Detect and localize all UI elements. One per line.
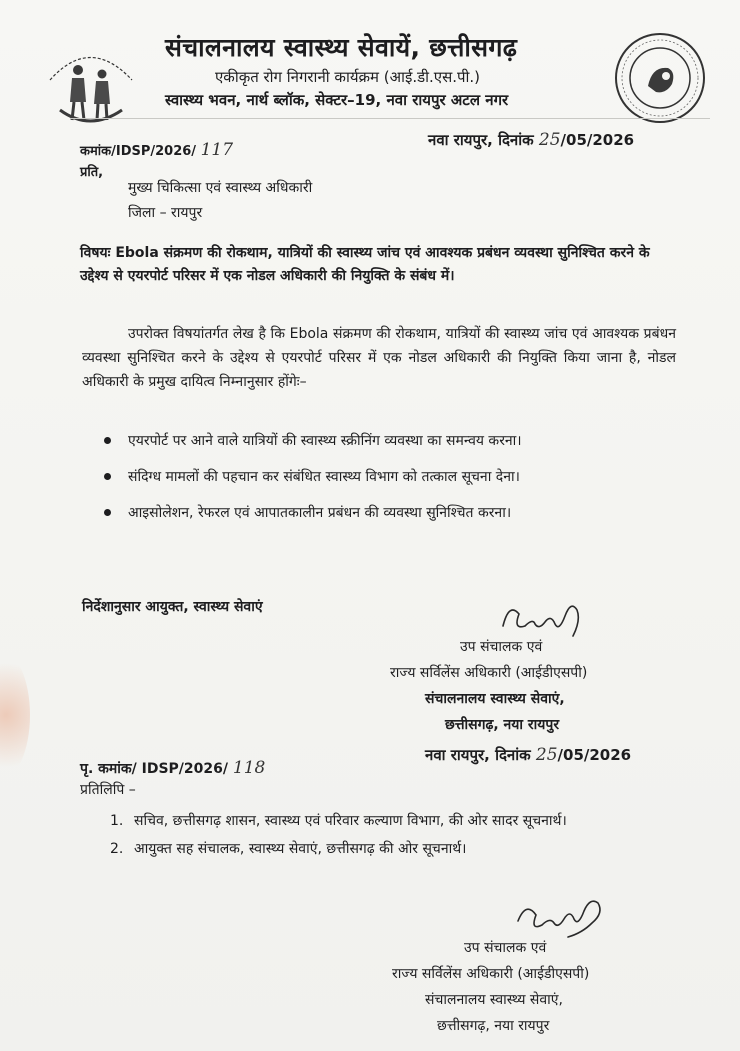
endorsement-reference: [80, 758, 265, 778]
signatory-office: संचालनालय स्वास्थ्य सेवाएं,: [425, 992, 563, 1008]
bullet-icon: [104, 437, 111, 444]
paper-stain: [0, 650, 30, 780]
recipient-district: जिला – रायपुर: [128, 205, 203, 221]
signature-icon: [508, 893, 608, 941]
direction-line: निर्देशानुसार आयुक्त, स्वास्थ्य सेवाएं: [82, 599, 263, 615]
reference-number: [80, 140, 233, 160]
copy-to-list: [110, 808, 680, 864]
reference-handwritten-number: 118: [232, 758, 266, 778]
subject-text: Ebola संक्रमण की रोकथाम, यात्रियों की स्वास्थ्य जांच एवं आवश्यक प्रबंधन व्यवस्था सुनिश्चित करने के उद्देश्य से एयरपोर्ट परिसर में एक नोडल अधिकारी की नियुक्ति के संबंध में।: [80, 245, 650, 284]
signature-block: [390, 634, 587, 738]
copy-to-label: प्रतिलिपि –: [80, 782, 136, 798]
signatory-designation: राज्य सर्विलेंस अधिकारी (आईडीएसपी): [392, 966, 590, 982]
reference-label: कमांक/IDSP/2026/: [80, 144, 197, 159]
reference-label: पृ. कमांक/ IDSP/2026/: [80, 761, 228, 777]
date-prefix: नवा रायपुर, दिनांक: [425, 746, 531, 764]
date-day-handwritten: 25: [538, 130, 561, 150]
signatory-designation: राज्य सर्विलेंस अधिकारी (आईडीएसपी): [390, 665, 588, 681]
signatory-title: उप संचालक एवं: [460, 639, 543, 655]
date-prefix: नवा रायपुर, दिनांक: [428, 131, 534, 149]
subject-label: विषयः: [80, 245, 111, 261]
letter-date: [428, 130, 634, 150]
reference-handwritten-number: 117: [200, 140, 234, 160]
list-item: 1. सचिव, छत्तीसगढ़ शासन, स्वास्थ्य एवं परिवार कल्याण विभाग, की ओर सादर सूचनार्थ।: [110, 813, 567, 829]
signatory-location: छत्तीसगढ़, नया रायपुर: [437, 1018, 550, 1034]
date-month-year: /05/2026: [560, 131, 635, 149]
header-divider: [70, 118, 710, 119]
list-item: संदिग्ध मामलों की पहचान कर संबंधित स्वास्थ्य विभाग को तत्काल सूचना देना।: [104, 464, 664, 490]
bullet-icon: [104, 509, 111, 516]
recipient-designation: मुख्य चिकित्सा एवं स्वास्थ्य अधिकारी: [128, 180, 313, 196]
bullet-icon: [104, 473, 111, 480]
subject: [80, 242, 670, 288]
body-paragraph: उपरोक्त विषयांतर्गत लेख है कि Ebola संक्रमण की रोकथाम, यात्रियों की स्वास्थ्य जांच एवं आवश्यक प्रबंधन व्यवस्था सुनिश्चित करने के उद्देश्य से एयरपोर्ट परिसर में एक नोडल अधिकारी की नियुक्ति किया जाना है, नोडल अधिकारी के प्रमुख दायित्व निम्नानुसार होंगेः–: [82, 326, 676, 390]
list-item: एयरपोर्ट पर आने वाले यात्रियों की स्वास्थ्य स्क्रीनिंग व्यवस्था का समन्वय करना।: [104, 428, 664, 454]
list-item: आइसोलेशन, रेफरल एवं आपातकालीन प्रबंधन की व्यवस्था सुनिश्चित करना।: [104, 500, 664, 526]
header-title: संचालनालय स्वास्थ्य सेवायें, छत्तीसगढ़: [165, 33, 518, 62]
to-label: प्रति,: [80, 165, 104, 180]
duties-list: [104, 428, 664, 536]
header-address: स्वास्थ्य भवन, नार्थ ब्लॉक, सेक्टर–19, नवा रायपुर अटल नगर: [165, 91, 509, 109]
header-program: एकीकृत रोग निगरानी कार्यक्रम (आई.डी.एस.पी.): [215, 68, 481, 86]
signatory-office: संचालनालय स्वास्थ्य सेवाएं,: [425, 691, 565, 707]
signature-block: [392, 935, 589, 1039]
list-item: 2. आयुक्त सह संचालक, स्वास्थ्य सेवाएं, छत्तीसगढ़ की ओर सूचनार्थ।: [110, 841, 467, 857]
signatory-location: छत्तीसगढ़, नया रायपुर: [445, 717, 560, 733]
date-month-year: /05/2026: [557, 746, 632, 764]
idsp-emblem-icon: [612, 30, 708, 126]
date-day-handwritten: 25: [535, 745, 558, 765]
endorsement-date: [425, 745, 631, 765]
signatory-title: उप संचालक एवं: [464, 940, 547, 956]
